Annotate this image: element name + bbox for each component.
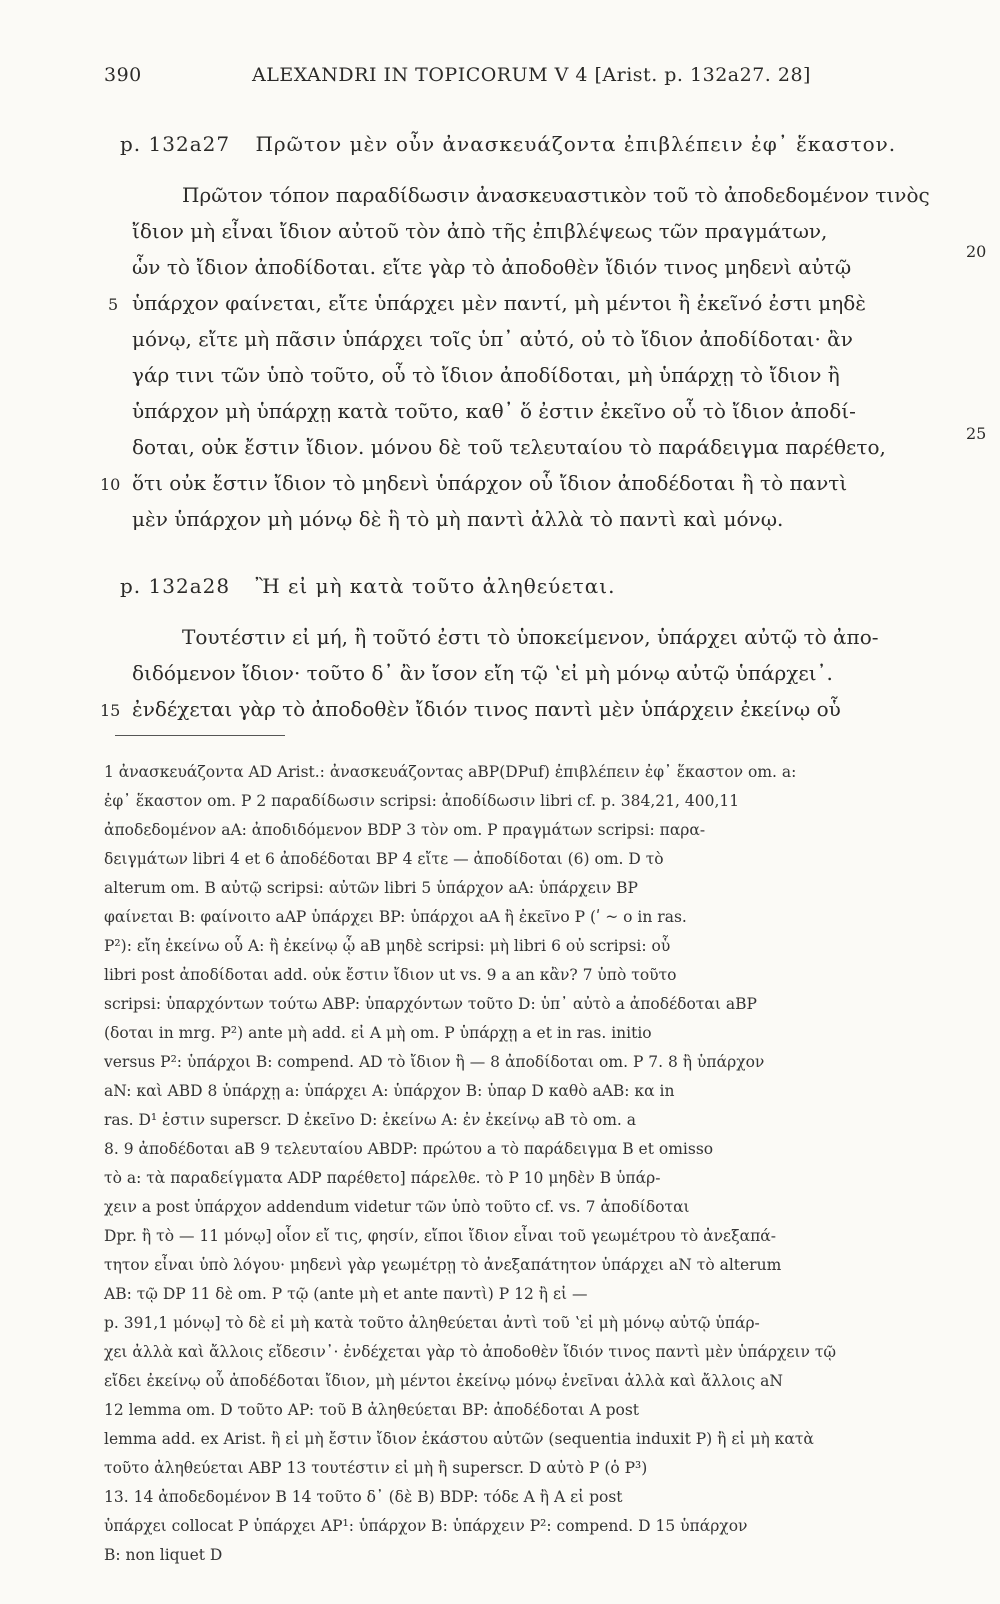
text-line: μόνῳ, εἴτε μὴ πᾶσιν ὑπάρχει τοῖς ὑπ᾽ αὐτό, οὐ τὸ ἴδιον ἀποδίδοται· ἂν bbox=[132, 327, 853, 351]
running-title: ALEXANDRI IN TOPICORUM V 4 [Arist. p. 132a27. 28] bbox=[252, 64, 811, 86]
text-line: διδόμενον ἴδιον· τοῦτο δ᾽ ἂν ἴσον εἴη τῷ ʽεἰ μὴ μόνῳ αὐτῷ ὑπάρχει᾽. bbox=[132, 661, 833, 685]
text-line: δοται, οὐκ ἔστιν ἴδιον. μόνου δὲ τοῦ τελευταίου τὸ παράδειγμα παρέθετο, bbox=[132, 435, 886, 459]
line-number: 15 bbox=[100, 701, 121, 720]
lemma-ref: p. 132a28 bbox=[120, 574, 231, 598]
lemma-1 bbox=[120, 132, 896, 156]
text-line: ὑπάρχον μὴ ὑπάρχῃ κατὰ τοῦτο, καθ᾽ ὅ ἐστιν ἐκεῖνο οὗ τὸ ἴδιον ἀποδί- bbox=[132, 399, 856, 423]
apparatus-line: p. 391,1 μόνῳ] τὸ δὲ εἰ μὴ κατὰ τοῦτο ἀληθεύεται ἀντὶ τοῦ ʽεἰ μὴ μόνῳ αὐτῷ ὑπάρ- bbox=[104, 1314, 760, 1332]
apparatus-line: P²): εἴη ἐκείνω οὗ A: ἢ ἐκείνῳ ᾧ aB μηδὲ scripsi: μὴ libri 6 οὐ scripsi: οὗ bbox=[104, 937, 671, 955]
apparatus-line: AB: τῷ DP 11 δὲ om. P τῷ (ante μὴ et ante παντὶ) P 12 ἢ εἰ — bbox=[104, 1285, 588, 1303]
lemma-text: Ἢ εἰ μὴ κατὰ τοῦτο ἀληθεύεται. bbox=[255, 574, 616, 598]
apparatus-line: versus P²: ὑπάρχοι B: compend. AD τὸ ἴδιον ἢ — 8 ἀποδίδοται om. P 7. 8 ἢ ὑπάρχον bbox=[104, 1053, 765, 1071]
lemma-ref: p. 132a27 bbox=[120, 132, 231, 156]
apparatus-line: scripsi: ὑπαρχόντων τούτω ABP: ὑπαρχόντων τοῦτο D: ὑπ᾽ αὐτὸ a ἀποδέδοται aBP bbox=[104, 995, 757, 1013]
apparatus-line: 13. 14 ἀποδεδομένον B 14 τοῦτο δ᾽ (δὲ B) BDP: τόδε A ἢ A εἰ post bbox=[104, 1488, 623, 1506]
text-line: ὧν τὸ ἴδιον ἀποδίδοται. εἴτε γὰρ τὸ ἀποδοθὲν ἴδιόν τινος μηδενὶ αὐτῷ bbox=[132, 255, 852, 279]
apparatus-line: ἀποδεδομένον aA: ἀποδιδόμενον BDP 3 τὸν om. P πραγμάτων scripsi: παρα- bbox=[104, 821, 706, 839]
apparatus-line: ὑπάρχει collocat P ὑπάρχει AP¹: ὑπάρχον B: ὑπάρχειν P²: compend. D 15 ὑπάρχον bbox=[104, 1517, 748, 1535]
apparatus-line: lemma add. ex Arist. ἢ εἰ μὴ ἔστιν ἴδιον ἑκάστου αὐτῶν (sequentia induxit P) ἢ εἰ μὴ κατὰ bbox=[104, 1430, 814, 1448]
apparatus-line: χει ἀλλὰ καὶ ἄλλοις εἴδεσιν᾽· ἐνδέχεται γὰρ τὸ ἀποδοθὲν ἴδιόν τινος παντὶ μὲν ὑπάρχειν τῷ bbox=[104, 1343, 837, 1361]
apparatus-line: libri post ἀποδίδοται add. οὐκ ἔστιν ἴδιον ut vs. 9 a an κἂν? 7 ὑπὸ τοῦτο bbox=[104, 966, 677, 984]
text-line: Πρῶτον τόπον παραδίδωσιν ἀνασκευαστικὸν τοῦ τὸ ἀποδεδομένον τινὸς bbox=[182, 183, 930, 207]
apparatus-line: ras. D¹ ἐστιν superscr. D ἐκεῖνο D: ἐκείνω A: ἐν ἐκείνῳ aB τὸ om. a bbox=[104, 1111, 637, 1129]
apparatus-line: φαίνεται B: φαίνοιτο aAP ὑπάρχει BP: ὑπάρχοι aA ἢ ἐκεῖνο P (ʹ ~ o in ras. bbox=[104, 908, 687, 926]
lemma-2 bbox=[120, 574, 615, 598]
margin-number: 20 bbox=[966, 242, 987, 261]
apparatus-line: εἴδει ἐκείνῳ οὗ ἀποδέδοται ἴδιον, μὴ μέντοι ἐκείνῳ μόνῳ ἐνεῖναι ἀλλὰ καὶ ἄλλοις aN bbox=[104, 1372, 783, 1390]
lemma-text: Πρῶτον μὲν οὖν ἀνασκευάζοντα ἐπιβλέπειν ἐφ᾽ ἕκαστον. bbox=[255, 132, 897, 156]
text-line: ὑπάρχον φαίνεται, εἴτε ὑπάρχει μὲν παντί, μὴ μέντοι ἢ ἐκεῖνό ἐστι μηδὲ bbox=[132, 291, 867, 315]
text-line: ὅτι οὐκ ἔστιν ἴδιον τὸ μηδενὶ ὑπάρχον οὗ ἴδιον ἀποδέδοται ἢ τὸ παντὶ bbox=[132, 471, 848, 495]
apparatus-line: 1 ἀνασκευάζοντα AD Arist.: ἀνασκευάζοντας aBP(DPuf) ἐπιβλέπειν ἐφ᾽ ἕκαστον om. a: bbox=[104, 763, 797, 781]
apparatus-line: δειγμάτων libri 4 et 6 ἀποδέδοται BP 4 εἴτε — ἀποδίδοται (6) om. D τὸ bbox=[104, 850, 664, 868]
apparatus-line: τητον εἶναι ὑπὸ λόγου· μηδενὶ γὰρ γεωμέτρῃ τὸ ἀνεξαπάτητον ὑπάρχει aN τὸ alterum bbox=[104, 1256, 782, 1274]
text-line: ἴδιον μὴ εἶναι ἴδιον αὐτοῦ τὸν ἀπὸ τῆς ἐπιβλέψεως τῶν πραγμάτων, bbox=[132, 219, 828, 243]
apparatus-line: B: non liquet D bbox=[104, 1546, 223, 1564]
apparatus-line: χειν a post ὑπάρχον addendum videtur τῶν ὑπὸ τοῦτο cf. vs. 7 ἀποδίδοται bbox=[104, 1198, 690, 1216]
apparatus-line: τὸ a: τὰ παραδείγματα ADP παρέθετο] πάρελθε. τὸ P 10 μηδὲν B ὑπάρ- bbox=[104, 1169, 661, 1187]
line-number: 10 bbox=[100, 475, 121, 494]
apparatus-line: 8. 9 ἀποδέδοται aB 9 τελευταίου ABDP: πρώτου a τὸ παράδειγμα B et omisso bbox=[104, 1140, 714, 1158]
apparatus-line: τοῦτο ἀληθεύεται ABP 13 τουτέστιν εἰ μὴ ἢ superscr. D αὐτὸ P (ὁ P³) bbox=[104, 1459, 648, 1477]
text-line: μὲν ὑπάρχον μὴ μόνῳ δὲ ἢ τὸ μὴ παντὶ ἀλλὰ τὸ παντὶ καὶ μόνῳ. bbox=[132, 507, 784, 531]
apparatus-rule bbox=[115, 735, 285, 736]
apparatus-line: ἐφ᾽ ἕκαστον om. P 2 παραδίδωσιν scripsi: ἀποδίδωσιν libri cf. p. 384,21, 400,11 bbox=[104, 792, 740, 810]
apparatus-line: Dpr. ἢ τὸ — 11 μόνῳ] οἷον εἴ τις, φησίν, εἴποι ἴδιον εἶναι τοῦ γεωμέτρου τὸ ἀνεξαπά- bbox=[104, 1227, 776, 1245]
page-number: 390 bbox=[104, 64, 142, 86]
text-line: Τουτέστιν εἰ μή, ἢ τοῦτό ἐστι τὸ ὑποκείμενον, ὑπάρχει αὐτῷ τὸ ἀπο- bbox=[182, 625, 879, 649]
margin-number: 25 bbox=[966, 424, 987, 443]
apparatus-line: alterum om. B αὐτῷ scripsi: αὐτῶν libri 5 ὑπάρχον aA: ὑπάρχειν BP bbox=[104, 879, 638, 897]
apparatus-line: aN: καὶ ABD 8 ὑπάρχῃ a: ὑπάρχει A: ὑπάρχον B: ὑπαρ D καθὸ aAB: κα in bbox=[104, 1082, 675, 1100]
text-line: γάρ τινι τῶν ὑπὸ τοῦτο, οὗ τὸ ἴδιον ἀποδίδοται, μὴ ὑπάρχῃ τὸ ἴδιον ἢ bbox=[132, 363, 840, 387]
apparatus-line: 12 lemma om. D τοῦτο AP: τοῦ B ἀληθεύεται BP: ἀποδέδοται A post bbox=[104, 1401, 640, 1419]
line-number: 5 bbox=[108, 295, 119, 314]
text-line: ἐνδέχεται γὰρ τὸ ἀποδοθὲν ἴδιόν τινος παντὶ μὲν ὑπάρχειν ἐκείνῳ οὗ bbox=[132, 697, 841, 721]
apparatus-line: (δοται in mrg. P²) ante μὴ add. εἰ A μὴ om. P ὑπάρχῃ a et in ras. initio bbox=[104, 1024, 652, 1042]
